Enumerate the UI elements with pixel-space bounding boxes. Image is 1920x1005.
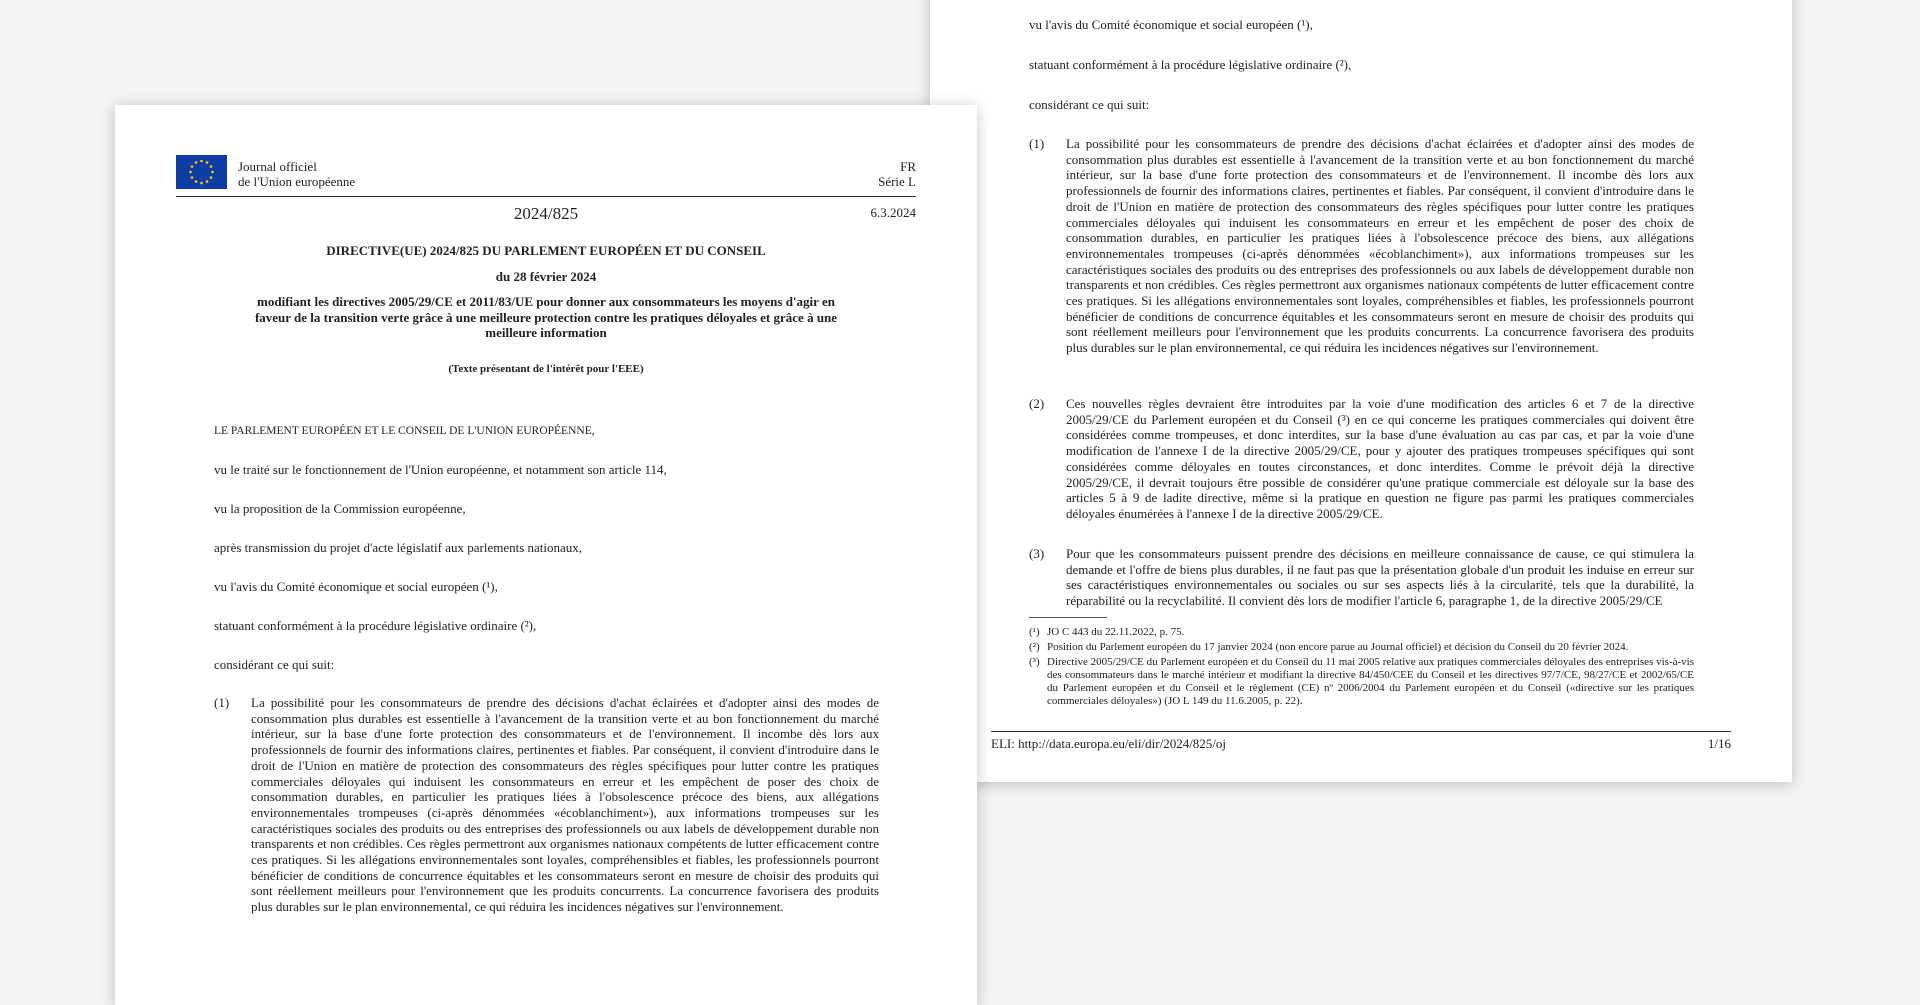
document-number: 2024/825	[513, 204, 579, 223]
footnote-mark: (²)	[1029, 641, 1040, 653]
citation-proposition: vu la proposition de la Commission européenne,	[214, 501, 466, 516]
citation-traite: vu le traité sur le fonctionnement de l'Union européenne, et notamment son article 114,	[214, 462, 667, 477]
citation-avis: vu l'avis du Comité économique et social européen (¹),	[214, 579, 498, 594]
journal-title-line2: de l'Union européenne	[238, 174, 356, 189]
citation-transmission: après transmission du projet d'acte législatif aux parlements nationaux,	[214, 540, 583, 555]
recital-text: Pour que les consommateurs puissent prendre des décisions en meilleure connaissance de cause, ce qui stimulera la demande et l'offre de biens plus durables, il ne faut pas que la présentation globale d'un produit les induise en erreur sur ses caractéristiques environnementales ou sociales ou sur ses aspects liés à la circularité, tels que la durabilité, la réparabilité ou la recyclabilité. Il convient dès lors de modifier l'article 6, paragraphe 1, de la directive 2005/29/CE	[1066, 546, 1694, 608]
citation-avis: vu l'avis du Comité économique et social européen (¹),	[1029, 17, 1313, 32]
publication-date: 6.3.2024	[870, 205, 916, 220]
directive-subtitle: modifiant les directives 2005/29/CE et 2011/83/UE pour donner aux consommateurs les moyens d'agir en faveur de la transition verte grâce à une meilleure protection contre les pratiques déloyales et grâce à une meilleure information	[254, 294, 838, 340]
footer-page-number: 1/16	[1707, 736, 1731, 751]
footnote-text: Position du Parlement européen du 17 janvier 2024 (non encore parue au Journal officiel) et décision du Conseil du 20 février 2024.	[1047, 641, 1629, 653]
recital-number: (1)	[1029, 136, 1045, 151]
language-code: FR	[900, 159, 916, 174]
recital-1	[1029, 136, 1694, 356]
footnote-text: JO C 443 du 22.11.2022, p. 75.	[1047, 626, 1185, 638]
footnote-mark: (¹)	[1029, 626, 1040, 638]
recital-2	[1029, 396, 1694, 526]
citation-procedure: statuant conformément à la procédure législative ordinaire (²),	[214, 618, 537, 633]
series-label: Série L	[878, 174, 916, 189]
recital-1	[214, 695, 879, 915]
recital-text: La possibilité pour les consommateurs de prendre des décisions d'achat éclairées et d'adopter ainsi des modes de consommation plus durables est essentielle à l'avancement de la transition verte et au bon fonctionnement du marché intérieur, sur la base d'une forte protection des consommateurs et de l'environnement. Il incombe dès lors aux professionnels de fournir des informations claires, pertinentes et fiables. Par conséquent, il convient d'introduire dans le droit de l'Union en matière de protection des consommateurs des règles spécifiques pour lutter contre les pratiques commerciales déloyales qui induisent les consommateurs en erreur et les empêchent de poser des choix de consommation durables, en particulier les pratiques liées à l'obsolescence précoce des biens, aux allégations environnementales trompeuses (ci-après dénommées «écoblanchiment»), aux informations trompeuses sur les caractéristiques sociales des produits ou des entreprises des professionnels ou aux labels de développement durable non transparents et non crédibles. Ces règles permettront aux organismes nationaux compétents de lutter efficacement contre ces pratiques. Si les allégations environnementales sont loyales, compréhensibles et fiables, les professionnels pourront bénéficier de conditions de concurrence équitables et les consommateurs seront en mesure de choisir des produits qui sont réellement meilleurs pour l'environnement que les produits concurrents. La concurrence favorisera des produits plus durables sur le plan environnemental, ce qui réduira les incidences négatives sur l'environnement.	[251, 695, 879, 915]
footnote-text: Directive 2005/29/CE du Parlement européen et du Conseil du 11 mai 2005 relative aux pratiques commerciales déloyales des entreprises vis-à-vis des consommateurs dans le marché intérieur et modifiant la directive 84/450/CEE du Conseil et les directives 97/7/CE, 98/27/CE et 2002/65/CE du Parlement européen et du Conseil et le règlement (CE) nº 2006/2004 du Parlement européen et du Conseil («directive sur les pratiques commerciales déloyales») (JO L 149 du 11.6.2005, p. 22).	[1047, 656, 1694, 707]
citation-considerant: considérant ce qui suit:	[1029, 97, 1150, 112]
eee-note: (Texte présentant de l'intérêt pour l'EEE)	[448, 363, 644, 375]
journal-title-line1: Journal officiel	[238, 159, 317, 174]
recital-text: Ces nouvelles règles devraient être introduites par la voie d'une modification des articles 6 et 7 de la directive 2005/29/CE du Parlement européen et du Conseil (³) en ce qui concerne les pratiques commerciales qui doivent être considérées comme trompeuses, et donc interdites, sur la base d'une évaluation au cas par cas, et par la voie d'une modification de l'annexe I de la directive 2005/29/CE, pour y ajouter des pratiques trompeuses spécifiques qui sont considérées comme déloyales en toutes circonstances, et donc interdites. Comme le prévoit déjà la directive 2005/29/CE, il devrait toujours être possible de considérer qu'une pratique commerciale est déloyale sur la base des articles 5 à 9 de ladite directive, même si la pratique en question ne figure pas parmi les pratiques commerciales déloyales énumérées à l'annexe I de la directive 2005/29/CE.	[1066, 396, 1694, 521]
footer-eli-link[interactable]: ELI: http://data.europa.eu/eli/dir/2024/825/oj	[991, 736, 1227, 751]
recital-number: (2)	[1029, 396, 1045, 411]
header-rule	[176, 196, 916, 197]
directive-title: DIRECTIVE(UE) 2024/825 DU PARLEMENT EUROPÉEN ET DU CONSEIL	[326, 243, 766, 258]
citation-procedure: statuant conformément à la procédure législative ordinaire (²),	[1029, 57, 1352, 72]
footnote-separator	[1029, 617, 1107, 618]
recital-text: La possibilité pour les consommateurs de prendre des décisions d'achat éclairées et d'adopter ainsi des modes de consommation plus durables est essentielle à l'avancement de la transition verte et au bon fonctionnement du marché intérieur, sur la base d'une forte protection des consommateurs et de l'environnement. Il incombe dès lors aux professionnels de fournir des informations claires, pertinentes et fiables. Par conséquent, il convient d'introduire dans le droit de l'Union en matière de protection des consommateurs des règles spécifiques pour lutter contre les pratiques commerciales déloyales qui induisent les consommateurs en erreur et les empêchent de poser des choix de consommation durables, en particulier les pratiques liées à l'obsolescence précoce des biens, aux allégations environnementales trompeuses (ci-après dénommées «écoblanchiment»), aux informations trompeuses sur les caractéristiques sociales des produits ou des entreprises des professionnels ou aux labels de développement durable non transparents et non crédibles. Ces règles permettront aux organismes nationaux compétents de lutter efficacement contre ces pratiques. Si les allégations environnementales sont loyales, compréhensibles et fiables, les professionnels pourront bénéficier de conditions de concurrence équitables et les consommateurs seront en mesure de choisir des produits qui sont réellement meilleurs pour l'environnement que les produits concurrents. La concurrence favorisera des produits plus durables sur le plan environnemental, ce qui réduira les incidences négatives sur l'environnement.	[1066, 136, 1694, 356]
directive-date: du 28 février 2024	[495, 269, 597, 284]
footnote-mark: (³)	[1029, 656, 1040, 668]
eu-flag-icon	[176, 155, 227, 189]
recital-3	[1029, 546, 1694, 608]
recital-number: (1)	[214, 695, 230, 710]
journal-lang-series	[878, 159, 916, 189]
recital-number: (3)	[1029, 546, 1045, 561]
document-page-back	[930, 0, 1792, 782]
document-page-front	[115, 105, 977, 1005]
preamble-authors: LE PARLEMENT EUROPÉEN ET LE CONSEIL DE L'UNION EUROPÉENNE,	[214, 425, 595, 437]
citation-considerant: considérant ce qui suit:	[214, 657, 335, 672]
footer-rule	[991, 731, 1731, 732]
journal-title	[238, 159, 355, 189]
